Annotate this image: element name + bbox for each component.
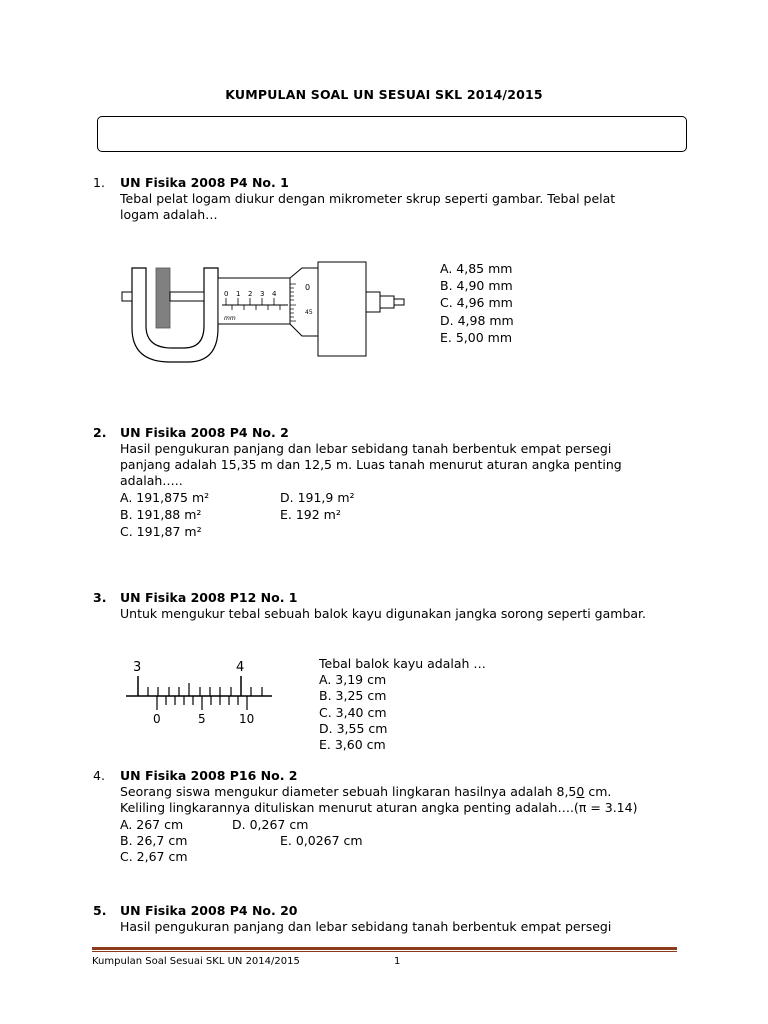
q1-title: UN Fisika 2008 P4 No. 1: [120, 175, 289, 190]
q3-option-b[interactable]: B. 3,25 cm: [319, 688, 387, 703]
q4-option-d[interactable]: D. 0,267 cm: [232, 817, 309, 832]
q3-option-e[interactable]: E. 3,60 cm: [319, 737, 386, 752]
q4-text-line: Keliling lingkarannya dituliskan menurut aturan angka penting adalah….(π = 3.14): [120, 800, 638, 815]
q4-number: 4.: [93, 768, 105, 783]
q4-option-a[interactable]: A. 267 cm: [120, 817, 184, 832]
q3-option-d[interactable]: D. 3,55 cm: [319, 721, 388, 736]
footer-text: Kumpulan Soal Sesuai SKL UN 2014/2015: [92, 956, 300, 967]
micrometer-scale-number: 1: [236, 290, 241, 298]
micrometer-scale-number: 2: [248, 290, 253, 298]
footer-rule: [92, 951, 677, 952]
vernier-scale-label: 10: [239, 712, 255, 726]
q1-option-a[interactable]: A. 4,85 mm: [440, 261, 513, 276]
q2-number: 2.: [93, 425, 107, 440]
q1-text-line: logam adalah…: [120, 207, 218, 222]
q2-title: UN Fisika 2008 P4 No. 2: [120, 425, 289, 440]
q1-option-e[interactable]: E. 5,00 mm: [440, 330, 513, 345]
micrometer-thimble-number: 0: [305, 283, 311, 292]
micrometer-unit-label: mm: [224, 315, 236, 322]
page-number: 1: [394, 956, 401, 967]
micrometer-figure: [118, 258, 418, 370]
vernier-main-label: 3: [133, 660, 142, 675]
q3-number: 3.: [93, 590, 107, 605]
q5-title: UN Fisika 2008 P4 No. 20: [120, 903, 298, 918]
vernier-main-label: 4: [236, 660, 245, 675]
q1-text-line: Tebal pelat logam diukur dengan mikrometer skrup seperti gambar. Tebal pelat: [120, 191, 616, 206]
micrometer-scale-number: 4: [272, 290, 277, 298]
q1-option-c[interactable]: C. 4,96 mm: [440, 295, 513, 310]
q2-option-e[interactable]: E. 192 m²: [280, 507, 341, 522]
q4-option-b[interactable]: B. 26,7 cm: [120, 833, 188, 848]
q2-text-line: adalah…..: [120, 473, 183, 488]
footer-rule: [92, 947, 677, 950]
q1-number: 1.: [93, 175, 105, 190]
micrometer-scale-number: 0: [224, 290, 229, 298]
vernier-caliper-figure: [120, 654, 280, 730]
vernier-scale-label: 5: [198, 712, 206, 726]
q2-option-c[interactable]: C. 191,87 m²: [120, 524, 202, 539]
q1-option-d[interactable]: D. 4,98 mm: [440, 313, 514, 328]
q4-option-e[interactable]: E. 0,0267 cm: [280, 833, 363, 848]
vernier-scale-label: 0: [153, 712, 161, 726]
q5-text-line: Hasil pengukuran panjang dan lebar sebidang tanah berbentuk empat persegi: [120, 919, 612, 934]
q4-text-line: Seorang siswa mengukur diameter sebuah lingkaran hasilnya adalah 8,50 cm.: [120, 784, 612, 799]
q2-option-b[interactable]: B. 191,88 m²: [120, 507, 202, 522]
document-title: KUMPULAN SOAL UN SESUAI SKL 2014/2015: [225, 87, 543, 102]
q1-option-b[interactable]: B. 4,90 mm: [440, 278, 513, 293]
q5-number: 5.: [93, 903, 107, 918]
q2-text-line: panjang adalah 15,35 m dan 12,5 m. Luas tanah menurut aturan angka penting: [120, 457, 622, 472]
q2-option-d[interactable]: D. 191,9 m²: [280, 490, 355, 505]
micrometer-thimble-number: 45: [305, 309, 313, 316]
q3-option-a[interactable]: A. 3,19 cm: [319, 672, 387, 687]
q3-text-line: Untuk mengukur tebal sebuah balok kayu digunakan jangka sorong seperti gambar.: [120, 606, 647, 621]
underlined-digit: 0: [576, 784, 585, 799]
q4-option-c[interactable]: C. 2,67 cm: [120, 849, 188, 864]
q2-option-a[interactable]: A. 191,875 m²: [120, 490, 210, 505]
q2-text-line: Hasil pengukuran panjang dan lebar sebidang tanah berbentuk empat persegi: [120, 441, 612, 456]
q3-title: UN Fisika 2008 P12 No. 1: [120, 590, 298, 605]
q3-option-c[interactable]: C. 3,40 cm: [319, 705, 387, 720]
micrometer-scale-number: 3: [260, 290, 265, 298]
header-box: [97, 116, 687, 152]
q4-title: UN Fisika 2008 P16 No. 2: [120, 768, 298, 783]
q3-prompt: Tebal balok kayu adalah …: [319, 656, 486, 671]
